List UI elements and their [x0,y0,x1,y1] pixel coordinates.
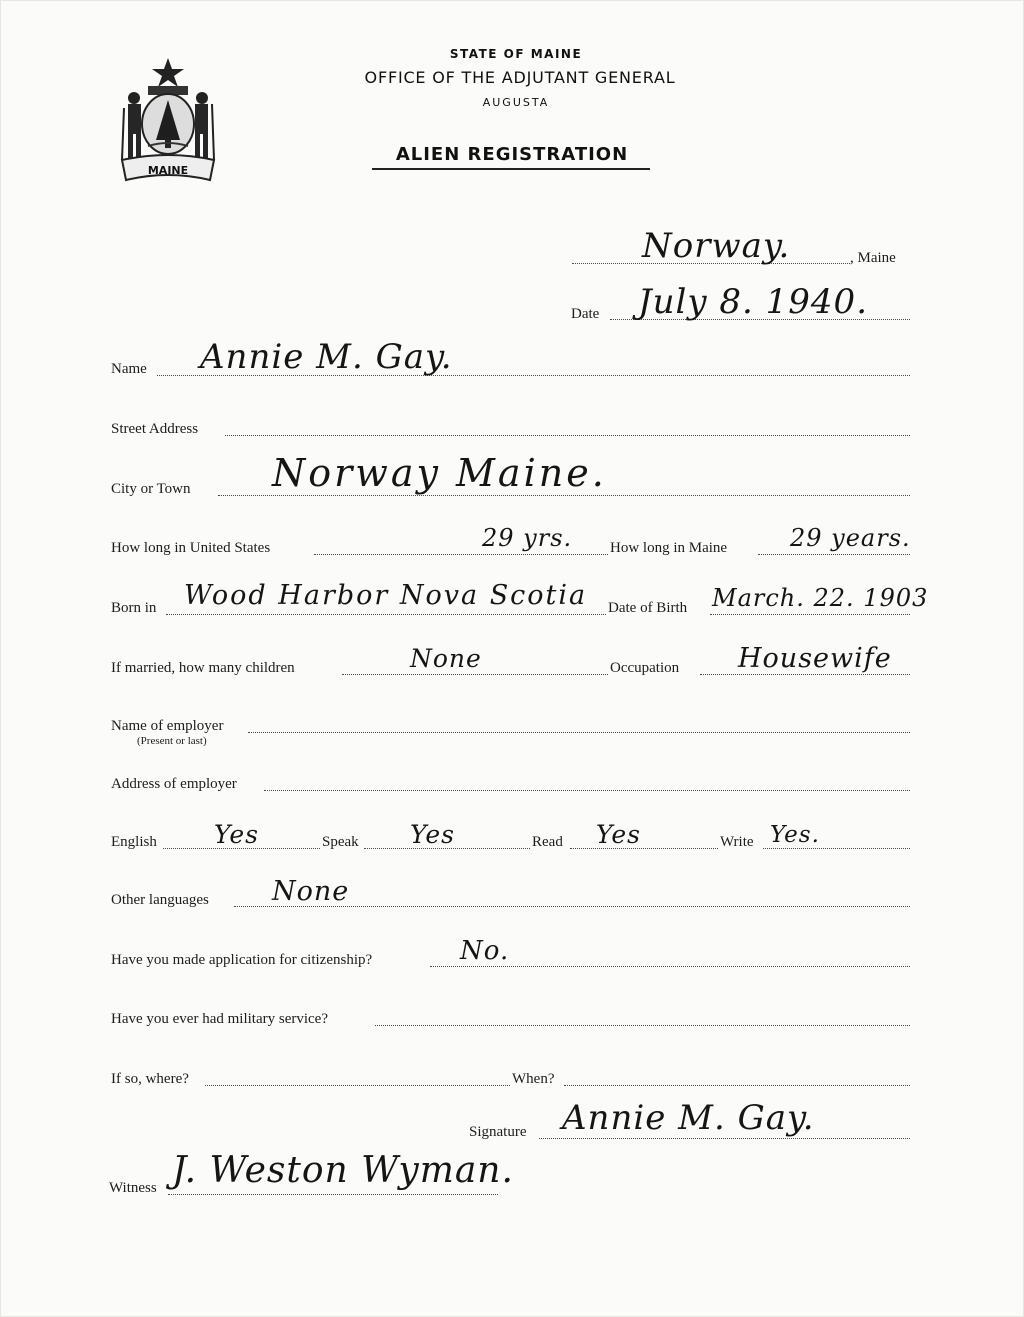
us-years-line [314,554,608,555]
street-label: Street Address [111,421,199,437]
write-value[interactable]: Yes. [770,822,820,848]
other-languages-value[interactable]: None [272,876,350,907]
maine-years-value[interactable]: 29 years. [790,524,911,552]
state-heading: STATE OF MAINE [449,47,583,61]
signature-label: Signature [469,1124,527,1140]
citizenship-value[interactable]: No. [460,936,510,966]
witness-line [168,1194,498,1195]
when-line [564,1085,910,1086]
employer-label: Name of employer [111,718,224,734]
employer-sublabel: (Present or last) [137,735,207,747]
date-value[interactable]: July 8. 1940. [638,282,868,322]
born-in-value[interactable]: Wood Harbor Nova Scotia [184,580,588,611]
place-value[interactable]: Norway. [642,226,791,266]
children-value[interactable]: None [410,644,482,673]
place-suffix: , Maine [850,250,896,266]
name-label: Name [111,361,147,377]
date-label: Date [571,306,600,322]
street-line [225,435,910,436]
city-label: City or Town [111,481,191,497]
read-value[interactable]: Yes [596,820,641,849]
title-underline [372,168,650,170]
maine-years-label: How long in Maine [610,540,728,556]
citizenship-label: Have you made application for citizenship? [111,952,373,968]
name-value[interactable]: Annie M. Gay. [200,337,453,377]
other-languages-label: Other languages [111,892,209,908]
read-line [570,848,718,849]
write-label: Write [720,834,754,850]
employer-line [248,732,910,733]
speak-value[interactable]: Yes [410,820,455,849]
when-label: When? [512,1071,555,1087]
english-value[interactable]: Yes [214,820,259,849]
born-in-line [166,614,606,615]
occupation-label: Occupation [610,660,680,676]
city-value[interactable]: Norway Maine. [272,451,607,495]
citizenship-line [430,966,910,967]
where-label: If so, where? [111,1071,189,1087]
signature-value[interactable]: Annie M. Gay. [562,1098,815,1138]
dob-value[interactable]: March. 22. 1903 [712,584,929,612]
city-heading: AUGUSTA [482,96,550,109]
military-label: Have you ever had military service? [111,1011,328,1027]
form-title: ALIEN REGISTRATION [395,144,629,165]
occupation-value[interactable]: Housewife [738,643,892,674]
born-in-label: Born in [111,600,157,616]
write-line [763,848,910,849]
signature-line [539,1138,910,1139]
maine-years-line [758,554,910,555]
witness-value[interactable]: J. Weston Wyman. [172,1150,514,1191]
employer-address-line [264,790,910,791]
read-label: Read [532,834,563,850]
svg-text:MAINE: MAINE [147,164,189,177]
office-heading: OFFICE OF THE ADJUTANT GENERAL [364,68,676,87]
children-line [342,674,608,675]
speak-label: Speak [322,834,359,850]
children-label: If married, how many children [111,660,295,676]
dob-line [710,614,910,615]
occupation-line [700,674,910,675]
english-label: English [111,834,157,850]
employer-address-label: Address of employer [111,776,237,792]
dob-label: Date of Birth [608,600,688,616]
us-years-label: How long in United States [111,540,271,556]
us-years-value[interactable]: 29 yrs. [482,524,573,552]
city-line [218,495,910,496]
where-line [205,1085,510,1086]
witness-label: Witness [109,1180,157,1196]
military-line [375,1025,910,1026]
